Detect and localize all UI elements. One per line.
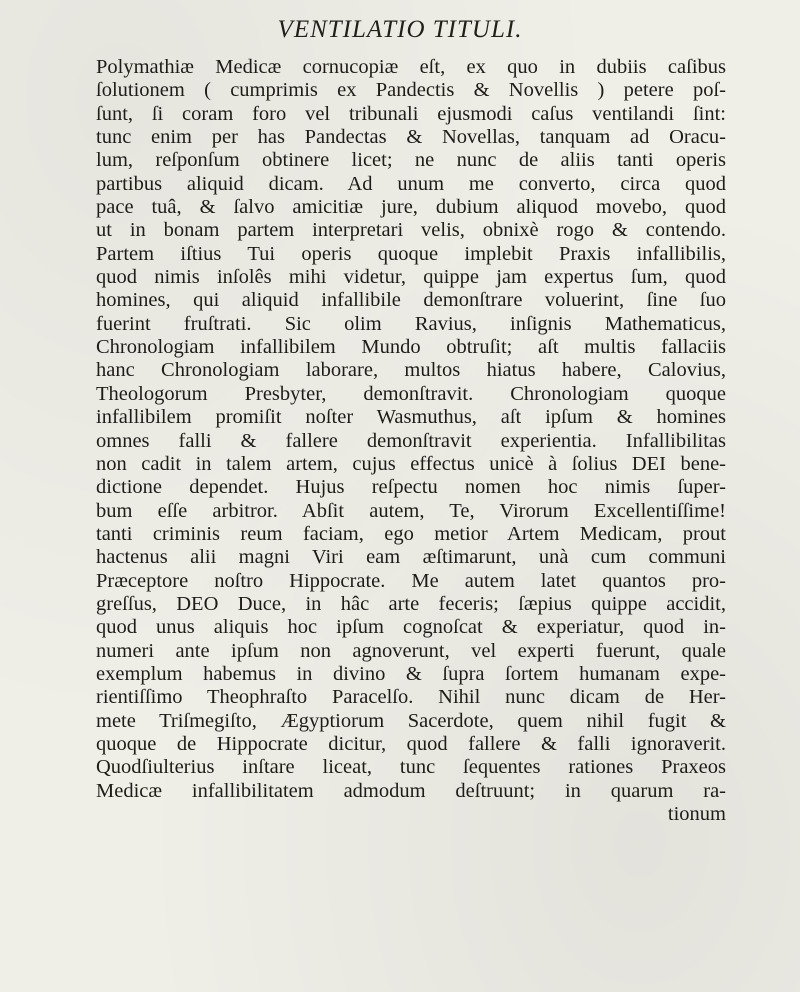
text-line: partibus aliquid dicam. Ad unum me converto, circa quod <box>96 172 726 195</box>
text-line: Polymathiæ Medicæ cornucopiæ eſt, ex quo in dubiis caſibus <box>96 56 726 78</box>
text-line: quod unus aliquis hoc ipſum cognoſcat & experiatur, quod in- <box>96 616 726 639</box>
text-line: fuerint fruſtrati. Sic olim Ravius, inſignis Mathematicus, <box>96 312 726 335</box>
text-line: hactenus alii magni Viri eam æſtimarunt, unà cum communi <box>96 546 726 569</box>
text-line: tunc enim per has Pandectas & Novellas, tanquam ad Oracu- <box>96 126 726 149</box>
body-text <box>96 56 726 826</box>
text-line: tionum <box>667 803 726 825</box>
text-line: bum eſſe arbitror. Abſit autem, Te, Virorum Excellentiſſime! <box>96 499 726 522</box>
text-line: dictione dependet. Hujus reſpectu nomen hoc nimis ſuper- <box>96 476 726 499</box>
text-line: exemplum habemus in divino & ſupra ſortem humanam expe- <box>96 662 726 685</box>
text-line: Theologorum Presbyter, demonſtravit. Chronologiam quoque <box>96 382 726 405</box>
text-line: pace tuâ, & ſalvo amicitiæ jure, dubium aliquod movebo, quod <box>96 196 726 219</box>
text-line: omnes falli & fallere demonſtravit experientia. Infallibilitas <box>96 429 726 452</box>
text-line: Partem iſtius Tui operis quoque implebit Praxis infallibilis, <box>96 242 726 265</box>
text-line: Præceptore noſtro Hippocrate. Me autem latet quantos pro- <box>96 569 726 592</box>
text-line: numeri ante ipſum non agnoverunt, vel experti fuerunt, quale <box>96 639 726 662</box>
text-line: mete Triſmegiſto, Ægyptiorum Sacerdote, quem nihil fugit & <box>96 709 726 732</box>
text-line: rientiſſimo Theophraſto Paracelſo. Nihil nunc dicam de Her- <box>96 686 726 709</box>
text-line: quoque de Hippocrate dicitur, quod fallere & falli ignoraverit. <box>96 732 726 755</box>
text-line: Quodſiulterius inſtare liceat, tunc ſequentes rationes Praxeos <box>96 756 726 779</box>
text-line: ſolutionem ( cumprimis ex Pandectis & Novellis ) petere poſ- <box>96 79 726 102</box>
running-head: VENTILATIO TITULI. <box>277 16 523 43</box>
text-line: ut in bonam partem interpretari velis, obnixè rogo & contendo. <box>96 219 726 242</box>
text-line: homines, qui aliquid infallibile demonſtrare voluerint, ſine ſuo <box>96 289 726 312</box>
text-line: tanti criminis reum faciam, ego metior Artem Medicam, prout <box>96 522 726 545</box>
text-line: greſſus, DEO Duce, in hâc arte feceris; ſæpius quippe accidit, <box>96 592 726 615</box>
text-line: infallibilem promiſit noſter Wasmuthus, aſt ipſum & homines <box>96 406 726 429</box>
text-line: non cadit in talem artem, cujus effectus unicè à ſolius DEI bene- <box>96 452 726 475</box>
text-line: Chronologiam infallibilem Mundo obtruſit; aſt multis fallaciis <box>96 336 726 359</box>
text-line: lum, reſponſum obtinere licet; ne nunc de aliis tanti operis <box>96 149 726 172</box>
text-line: hanc Chronologiam laborare, multos hiatus habere, Calovius, <box>96 359 726 382</box>
text-line: ſunt, ſi coram foro vel tribunali ejusmodi caſus ventilandi ſint: <box>96 102 726 125</box>
text-line: quod nimis inſolês mihi videtur, quippe jam expertus ſum, quod <box>96 266 726 289</box>
text-line: Medicæ infallibilitatem admodum deſtruunt; in quarum ra- <box>96 779 726 802</box>
